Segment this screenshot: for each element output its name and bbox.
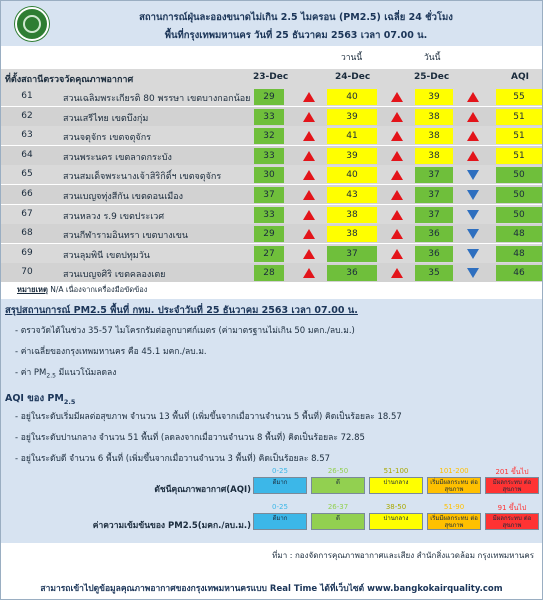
aqi-level-box: เริ่มมีผลกระทบ ต่อสุขภาพ bbox=[427, 477, 481, 494]
trend-up-icon bbox=[303, 92, 315, 102]
col-23dec: 23-Dec bbox=[253, 72, 289, 82]
pm-25dec: 37 bbox=[415, 207, 453, 223]
pm-24dec: 39 bbox=[327, 109, 377, 125]
trend-up-icon bbox=[303, 229, 315, 239]
trend-up-icon bbox=[391, 131, 403, 141]
station-name: สวนลุมพินี เขตปทุมวัน bbox=[63, 250, 150, 261]
pm-23dec: 30 bbox=[254, 167, 284, 183]
today-label: วันนี้ bbox=[424, 53, 441, 63]
station-number: 68 bbox=[21, 228, 33, 239]
pm-range-label: 0-25 bbox=[272, 503, 288, 511]
pm-level-box: ดี bbox=[311, 513, 365, 530]
trend-up-icon bbox=[303, 210, 315, 220]
station-number: 67 bbox=[21, 208, 33, 219]
pm-23dec: 29 bbox=[254, 89, 284, 105]
pm-25dec: 37 bbox=[415, 167, 453, 183]
pm-24dec: 41 bbox=[327, 128, 377, 144]
station-name: สวนเบญจทุ่งสีกัน เขตดอนเมือง bbox=[63, 192, 183, 202]
station-name: สวนสมเด็จพระนางเจ้าสิริกิติ์ฯ เขตจตุจักร bbox=[63, 172, 222, 183]
col-station: ที่ตั้งสถานีตรวจวัดคุณภาพอากาศ bbox=[5, 75, 134, 85]
pm-23dec: 29 bbox=[254, 226, 284, 242]
station-number: 64 bbox=[21, 149, 33, 160]
summary-average: - ค่าเฉลี่ยของกรุงเทพมหานคร คือ 45.1 มคก./ลบ.ม. bbox=[15, 347, 207, 357]
pm-25dec: 38 bbox=[415, 128, 453, 144]
aqi-value: 51 bbox=[496, 109, 542, 125]
table-row bbox=[1, 165, 542, 184]
aqi-level-box: ดีมาก bbox=[253, 477, 307, 494]
pm-25dec: 37 bbox=[415, 187, 453, 203]
pm-scale-label: ค่าความเข้มข้นของ PM2.5(มคก./ลบ.ม.) bbox=[92, 521, 251, 531]
table-row bbox=[1, 205, 542, 224]
pm-range-label: 38-50 bbox=[385, 503, 407, 511]
table-row bbox=[1, 146, 542, 165]
pm-25dec: 38 bbox=[415, 148, 453, 164]
report-title: สถานการณ์ฝุ่นละอองขนาดไม่เกิน 2.5 ไมครอน (PM2.5) เฉลี่ย 24 ชั่วโมง bbox=[139, 12, 453, 23]
trend-up-icon bbox=[391, 112, 403, 122]
pm-23dec: 37 bbox=[254, 187, 284, 203]
table-row bbox=[1, 185, 542, 204]
yesterday-label: วานนี้ bbox=[341, 53, 363, 63]
pm-23dec: 28 bbox=[254, 265, 284, 281]
station-name: สวนเฉลิมพระเกียรติ 80 พรรษา เขตบางกอกน้อย bbox=[63, 94, 251, 104]
station-number: 70 bbox=[21, 267, 33, 278]
aqi-line-unhealthy: - อยู่ในระดับเริ่มมีผลต่อสุขภาพ จำนวน 13 พื้นที่ (เพิ่มขึ้นจากเมื่อวานจำนวน 5 พื้นที่) คิดเป็นร้อยละ 18.57 bbox=[15, 412, 402, 422]
aqi-level-box: มีผลกระทบ ต่อสุขภาพ bbox=[485, 477, 539, 494]
summary-range: - ตรวจวัดได้ในช่วง 35-57 ไมโครกรัมต่อลูกบาศก์เมตร (ค่ามาตรฐานไม่เกิน 50 มคก./ลบ.ม.) bbox=[15, 326, 355, 336]
trend-up-icon bbox=[303, 151, 315, 161]
pm-range-label: 26-37 bbox=[327, 503, 349, 511]
trend-up-icon bbox=[303, 112, 315, 122]
station-name: สวนเสรีไทย เขตบึงกุ่ม bbox=[63, 113, 149, 124]
trend-up-icon bbox=[391, 170, 403, 180]
station-name: สวนหลวง ร.9 เขตประเวศ bbox=[63, 211, 165, 222]
bma-logo-icon bbox=[15, 7, 49, 41]
note-label: หมายเหตุ bbox=[17, 285, 48, 294]
aqi-range-label: 201 ขึ้นไป bbox=[495, 468, 529, 476]
aqi-range-label: 51-100 bbox=[383, 467, 409, 475]
trend-up-icon bbox=[303, 249, 315, 259]
pm-25dec: 35 bbox=[415, 265, 453, 281]
aqi-range-label: 26-50 bbox=[327, 467, 349, 475]
trend-up-icon bbox=[391, 190, 403, 200]
pm-23dec: 33 bbox=[254, 109, 284, 125]
trend-down-icon bbox=[467, 170, 479, 180]
col-25dec: 25-Dec bbox=[414, 72, 450, 82]
trend-up-icon bbox=[467, 92, 479, 102]
station-number: 63 bbox=[21, 130, 33, 141]
summary-trend: - ค่า $PM_{2.5}$ มีแนวโน้มลดลง bbox=[15, 368, 117, 380]
station-name: สวนพระนคร เขตลาดกระบัง bbox=[63, 152, 172, 163]
trend-up-icon bbox=[467, 131, 479, 141]
trend-up-icon bbox=[467, 112, 479, 122]
station-name: สวนกีฬารามอินทรา เขตบางเขน bbox=[63, 231, 189, 242]
pm-level-box: ดีมาก bbox=[253, 513, 307, 530]
trend-up-icon bbox=[303, 268, 315, 278]
aqi-value: 48 bbox=[496, 246, 542, 262]
table-row bbox=[1, 263, 542, 282]
aqi-value: 51 bbox=[496, 128, 542, 144]
table-row bbox=[1, 244, 542, 263]
pm-24dec: 38 bbox=[327, 207, 377, 223]
pm-23dec: 33 bbox=[254, 148, 284, 164]
station-name: สวนจตุจักร เขตจตุจักร bbox=[63, 133, 151, 144]
trend-down-icon bbox=[467, 268, 479, 278]
trend-up-icon bbox=[391, 210, 403, 220]
note-text: N/A เนื่องจากเครื่องมือขัดข้อง bbox=[50, 285, 148, 294]
station-number: 61 bbox=[21, 91, 33, 101]
station-number: 69 bbox=[21, 247, 33, 258]
pm-24dec: 40 bbox=[327, 167, 377, 183]
report-header bbox=[1, 1, 542, 46]
pm-range-label: 51-90 bbox=[443, 503, 465, 511]
pm-24dec: 40 bbox=[327, 89, 377, 105]
table-row bbox=[1, 107, 542, 126]
trend-up-icon bbox=[391, 268, 403, 278]
table-note bbox=[17, 284, 147, 296]
aqi-level-box: ดี bbox=[311, 477, 365, 494]
trend-down-icon bbox=[467, 249, 479, 259]
pm-24dec: 38 bbox=[327, 226, 377, 242]
station-number: 65 bbox=[21, 169, 33, 180]
pm-23dec: 33 bbox=[254, 207, 284, 223]
pm-23dec: 27 bbox=[254, 246, 284, 262]
pm-level-box: ปานกลาง bbox=[369, 513, 423, 530]
trend-up-icon bbox=[391, 229, 403, 239]
website-link[interactable]: สามารถเข้าไปดูข้อมูลคุณภาพอากาศของกรุงเทพมหานครแบบ Real Time ได้ที่เว็บไซต์ www.bangkokairquality.com bbox=[40, 584, 503, 594]
trend-up-icon bbox=[391, 249, 403, 259]
table-header bbox=[1, 69, 542, 87]
trend-down-icon bbox=[467, 210, 479, 220]
trend-up-icon bbox=[303, 131, 315, 141]
pm-23dec: 32 bbox=[254, 128, 284, 144]
aqi-value: 46 bbox=[496, 265, 542, 281]
pm-25dec: 36 bbox=[415, 226, 453, 242]
pm-level-box: เริ่มมีผลกระทบ ต่อสุขภาพ bbox=[427, 513, 481, 530]
trend-down-icon bbox=[467, 229, 479, 239]
table-row bbox=[1, 126, 542, 145]
trend-up-icon bbox=[303, 170, 315, 180]
aqi-scale-label: ดัชนีคุณภาพอากาศ(AQI) bbox=[154, 485, 251, 495]
col-aqi: AQI bbox=[511, 72, 529, 82]
pm-25dec: 36 bbox=[415, 246, 453, 262]
pm-level-box: มีผลกระทบ ต่อสุขภาพ bbox=[485, 513, 539, 530]
pm-24dec: 36 bbox=[327, 265, 377, 281]
pm-25dec: 38 bbox=[415, 109, 453, 125]
pm-range-label: 91 ขึ้นไป bbox=[497, 504, 527, 512]
trend-up-icon bbox=[391, 151, 403, 161]
source-text: ที่มา : กองจัดการคุณภาพอากาศและเสียง สำนักสิ่งแวดล้อม กรุงเทพมหานคร bbox=[272, 551, 534, 560]
trend-up-icon bbox=[303, 190, 315, 200]
aqi-range-label: 0-25 bbox=[272, 467, 288, 475]
trend-up-icon bbox=[391, 92, 403, 102]
pm-24dec: 43 bbox=[327, 187, 377, 203]
aqi-value: 55 bbox=[496, 89, 542, 105]
aqi-value: 48 bbox=[496, 226, 542, 242]
aqi-value: 50 bbox=[496, 167, 542, 183]
pm-24dec: 37 bbox=[327, 246, 377, 262]
table-row bbox=[1, 87, 542, 106]
table-row bbox=[1, 224, 542, 243]
col-24dec: 24-Dec bbox=[335, 72, 371, 82]
trend-up-icon bbox=[467, 151, 479, 161]
summary-panel bbox=[1, 299, 542, 543]
aqi-value: 51 bbox=[496, 148, 542, 164]
aqi-value: 50 bbox=[496, 187, 542, 203]
station-number: 62 bbox=[21, 110, 33, 121]
aqi-value: 50 bbox=[496, 207, 542, 223]
aqi-line-good: - อยู่ในระดับดี จำนวน 6 พื้นที่ (เพิ่มขึ้นจากเมื่อวานจำนวน 3 พื้นที่) คิดเป็นร้อยละ 8.57 bbox=[15, 454, 331, 464]
summary-title: สรุปสถานการณ์ PM2.5 พื้นที่ กทม. ประจำวันที่ 25 ธันวาคม 2563 เวลา 07.00 น. bbox=[5, 305, 358, 316]
pm-24dec: 39 bbox=[327, 148, 377, 164]
pm-25dec: 39 bbox=[415, 89, 453, 105]
station-number: 66 bbox=[21, 189, 33, 199]
aqi-level-box: ปานกลาง bbox=[369, 477, 423, 494]
aqi-heading: AQI ของ $PM_{2.5}$ bbox=[5, 393, 76, 406]
aqi-range-label: 101-200 bbox=[439, 467, 469, 475]
report-subtitle: พื้นที่กรุงเทพมหานคร วันที่ 25 ธันวาคม 2563 เวลา 07.00 น. bbox=[164, 30, 428, 41]
station-name: สวนเบญจศิริ เขตคลองเตย bbox=[63, 270, 166, 281]
trend-down-icon bbox=[467, 190, 479, 200]
aqi-line-moderate: - อยู่ในระดับปานกลาง จำนวน 51 พื้นที่ (ลดลงจากเมื่อวานจำนวน 8 พื้นที่) คิดเป็นร้อยละ 72.85 bbox=[15, 433, 365, 443]
